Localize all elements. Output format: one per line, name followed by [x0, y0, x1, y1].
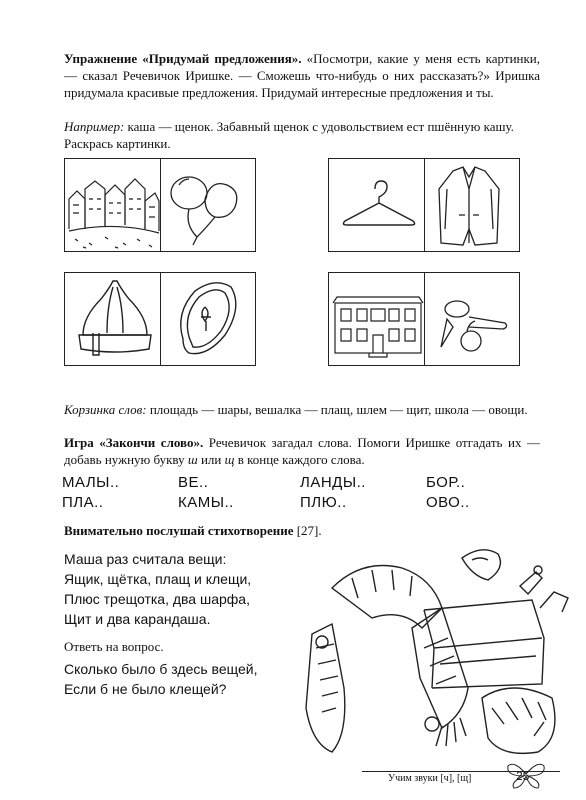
word-basket-label: Корзинка слов:: [64, 402, 147, 417]
word-6: КАМЫ..: [178, 494, 234, 511]
items-pile-illustration: [292, 538, 574, 760]
word-4: БОР..: [426, 474, 466, 491]
question-instruction: Ответь на вопрос.: [64, 639, 164, 654]
letter-shch: щ: [224, 452, 235, 467]
example-text: каша — щенок. Забавный щенок с удовольствием ест пшённую кашу.: [124, 119, 514, 134]
coat-picture: [329, 159, 519, 251]
footer-text: Учим звуки [ч], [щ]: [388, 773, 472, 784]
picture-card-3: [64, 272, 256, 366]
picture-card-4: [328, 272, 520, 366]
letter-sh: ш: [187, 452, 198, 467]
poem-line: Щит и два карандаша.: [64, 611, 211, 627]
game-paragraph: [64, 434, 540, 468]
word-basket-text: площадь — шары, вешалка — плащ, шлем — щит, школа — овощи.: [146, 402, 528, 417]
game-text: Речевичок загадал слова. Помоги Иришке отгадать их — добавь нужную букву: [64, 435, 540, 467]
exercise1-text: «Посмотри, какие у меня есть картинки, — сказал Речевичок Иришке. — Сможешь что-нибудь о них рассказать?» Иришка придумала красивые предложения. Придумай интересные предложения и ты.: [64, 51, 541, 100]
example-label: Например:: [64, 119, 125, 134]
poem-line: Если б не было клещей?: [64, 681, 227, 697]
game-tail: в конце каждого слова.: [234, 452, 365, 467]
word-basket: [64, 401, 544, 418]
exercise1-title: Упражнение «Придумай предложения».: [64, 51, 302, 66]
word-3: ЛАНДЫ..: [300, 474, 366, 491]
word-2: ВЕ..: [178, 474, 209, 491]
exercise1-paragraph: [64, 50, 540, 101]
poem-intro: [64, 522, 322, 539]
word-1: МАЛЫ..: [62, 474, 120, 491]
word-5: ПЛА..: [62, 494, 104, 511]
shield-picture: [65, 273, 255, 365]
example-paragraph: [64, 118, 544, 135]
poem-stanza-1: [64, 549, 251, 629]
poem-intro-bold: Внимательно послушай стихотворение: [64, 523, 294, 538]
balloons-picture: [65, 159, 255, 251]
poem-stanza-2: [64, 659, 257, 699]
poem-line: Сколько было б здесь вещей,: [64, 661, 258, 677]
word-7: ПЛЮ..: [300, 494, 347, 511]
color-instruction: Раскрась картинки.: [64, 136, 171, 151]
game-title: Игра «Закончи слово».: [64, 435, 204, 450]
poem-line: Плюс трещотка, два шарфа,: [64, 591, 250, 607]
picture-card-2: [328, 158, 520, 252]
game-or: или: [197, 452, 225, 467]
word-8: ОВО..: [426, 494, 470, 511]
page-number: 25: [516, 769, 530, 783]
vegetables-picture: [329, 273, 519, 365]
poem-line: Ящик, щётка, плащ и клещи,: [64, 571, 252, 587]
picture-card-1: [64, 158, 256, 252]
poem-intro-ref: [27].: [293, 523, 322, 538]
poem-line: Маша раз считала вещи:: [64, 551, 227, 567]
